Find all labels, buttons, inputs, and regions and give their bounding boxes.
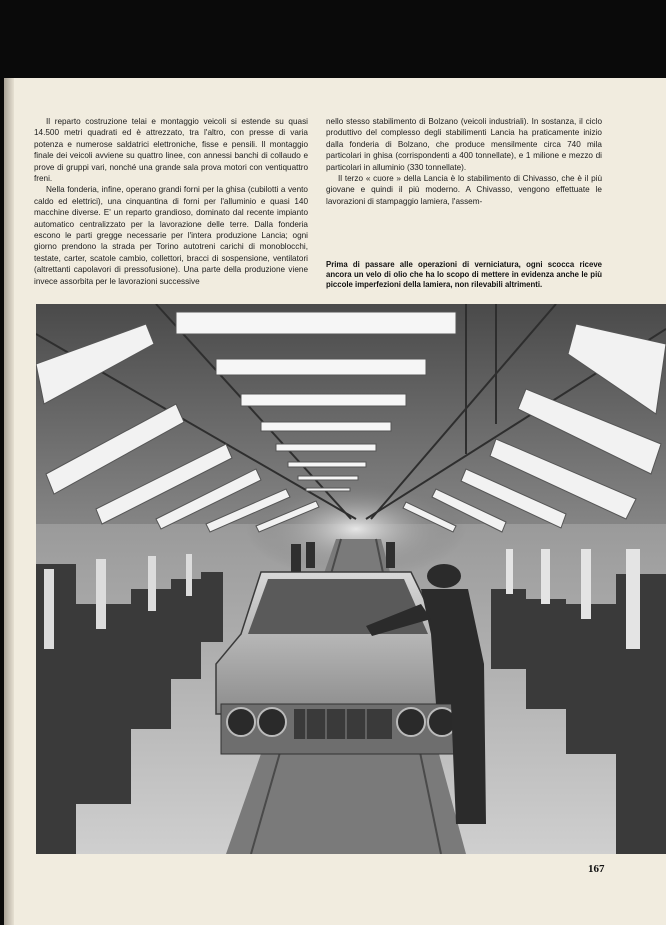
text-column-right: [326, 116, 602, 207]
paragraph: Il reparto costruzione telai e montaggio veicoli si estende su quasi 14.500 metri quadrati ed è attrezzato, tra l'altro, con presse di varia potenza e numerose saldatrici elettroniche, fisse e pensili. Il montaggio finale dei veicoli avviene su quattro linee, con annessi banchi di collaudo e prove di gruppi vari, nonché una grande sala prova motori con ventiquattro freni.: [34, 117, 308, 184]
paragraph: Nella fonderia, infine, operano grandi forni per la ghisa (cubilotti a vento caldo ed elettrici), una cinquantina di forni per l'alluminio e quasi 140 macchine diverse. E' un reparto grandioso, dominato dal recente impianto automatico centralizzato per la lavorazione delle terre. Dalla fonderia escono le parti gregge necessarie per l'intera produzione Lancia; ogni giorno prendono la strada per Torino autotreni carichi di monoblocchi, testate, carter, scatole cambio, collettori, bracci di sospensione, ventilatori (altrettanti capolavori di pressofusione). Una parte della produzione viene invece assorbita per le lavorazioni successive: [34, 185, 308, 286]
assembly-line-photo: [36, 304, 666, 854]
magazine-page: [4, 78, 666, 925]
page-spine-shadow: [4, 78, 14, 925]
assembly-line-illustration: [36, 304, 666, 854]
paragraph: Il terzo « cuore » della Lancia è lo stabilimento di Chivasso, che è il più giovane e quindi il più moderno. A Chivasso, vengono effettuate le lavorazioni di stampaggio lamiera, l'assem-: [326, 174, 602, 206]
page-number: 167: [588, 863, 605, 875]
photo-caption: Prima di passare alle operazioni di verniciatura, ogni scocca riceve ancora un velo di olio che ha lo scopo di mettere in evidenza anche le più piccole imperfezioni della lamiera, non rilevabili altrimenti.: [326, 260, 602, 290]
text-column-left: [34, 116, 308, 287]
paragraph: nello stesso stabilimento di Bolzano (veicoli industriali). In sostanza, il ciclo produttivo del complesso degli stabilimenti Lancia ha praticamente inizio dalla fonderia di Bolzano, che produce mensilmente circa 740 mila particolari in ghisa (corrispondenti a 400 tonnellate), e 1 milione e mezzo di particolari in alluminio (330 tonnellate).: [326, 117, 602, 172]
